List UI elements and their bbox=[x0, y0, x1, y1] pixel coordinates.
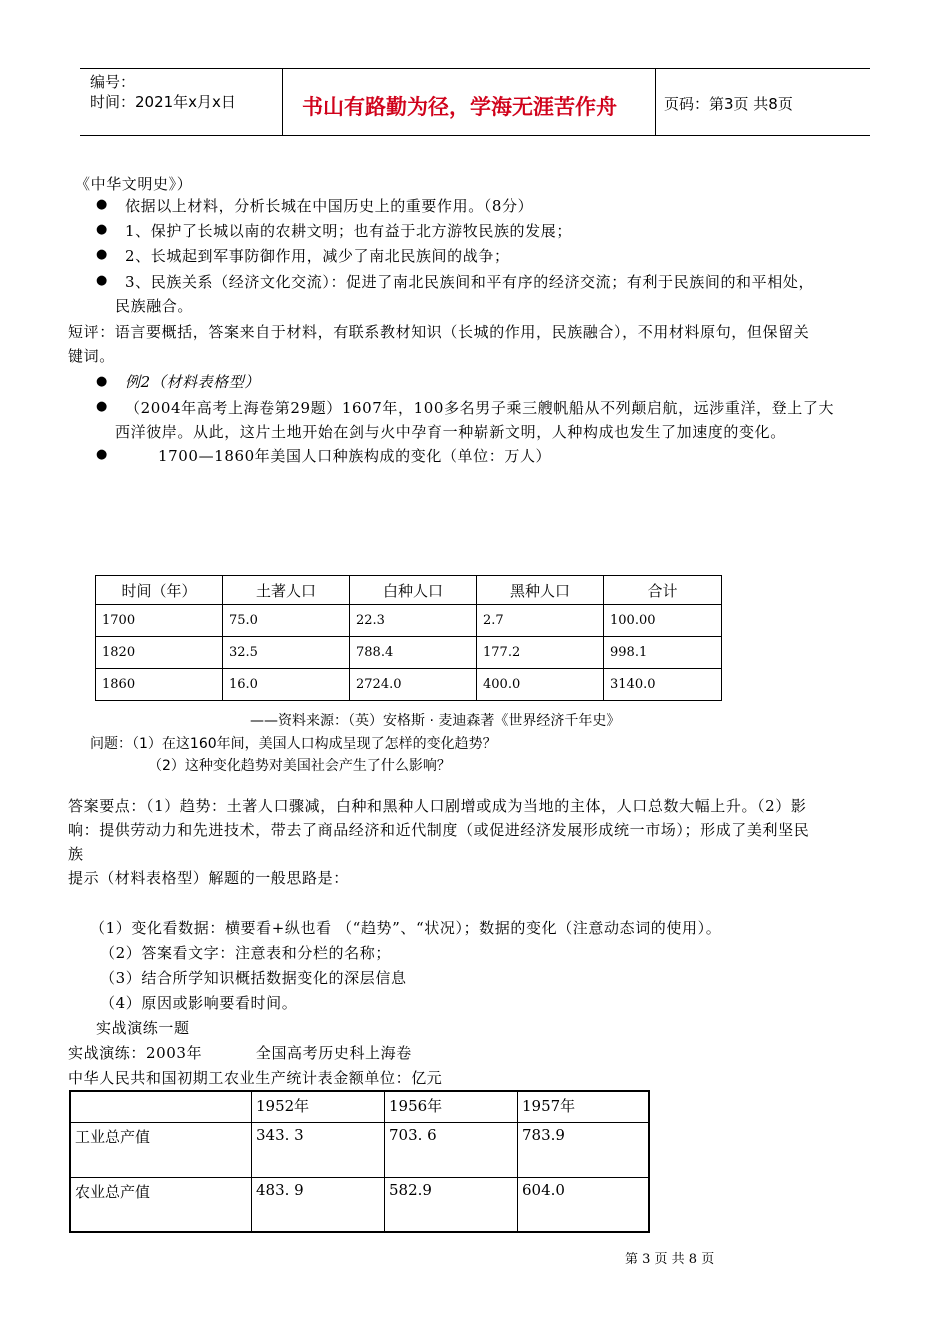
table-cell: 1820 bbox=[96, 637, 223, 669]
header-page-label: 页码：第3页 共8页 bbox=[664, 95, 793, 113]
table-source: ——资料来源：（英）安格斯 · 麦迪森著《世界经济千年史》 bbox=[250, 713, 621, 729]
answer-line: 答案要点：（1）趋势：土著人口骤减，白种和黑种人口剧增或成为当地的主体，人口总数大幅上升。（2）影 bbox=[68, 797, 807, 815]
table-header-cell bbox=[70, 1091, 252, 1122]
header-number-label: 编号： bbox=[90, 73, 136, 91]
header-time-label: 时间：2021年x月x日 bbox=[90, 93, 236, 111]
bullet-icon: ● bbox=[96, 247, 108, 262]
bullet-icon: ● bbox=[96, 374, 108, 389]
page-footer: 第 3 页 共 8 页 bbox=[625, 1252, 715, 1267]
table-header-cell: 1952年 bbox=[252, 1091, 385, 1122]
source-close: 《中华文明史》） bbox=[75, 175, 193, 193]
table-cell: 703. 6 bbox=[385, 1122, 518, 1177]
table-cell: 农业总产值 bbox=[70, 1177, 252, 1232]
table-header-cell: 合计 bbox=[604, 576, 722, 605]
hint-item: （4）原因或影响要看时间。 bbox=[100, 994, 298, 1012]
table-cell: 483. 9 bbox=[252, 1177, 385, 1232]
table-cell: 3140.0 bbox=[604, 669, 722, 701]
table-cell: 22.3 bbox=[350, 605, 477, 637]
table-cell: 400.0 bbox=[477, 669, 604, 701]
table-cell: 2724.0 bbox=[350, 669, 477, 701]
table-header-cell: 1957年 bbox=[518, 1091, 650, 1122]
hint-title: 提示（材料表格型）解题的一般思路是： bbox=[68, 869, 349, 887]
table-row bbox=[70, 1122, 649, 1177]
table-cell: 177.2 bbox=[477, 637, 604, 669]
practice-title: 实战演练一题 bbox=[96, 1019, 190, 1037]
table-header-cell: 时间（年） bbox=[96, 576, 223, 605]
table-header-row bbox=[70, 1091, 649, 1122]
table-title: 1700—1860年美国人口种族构成的变化（单位：万人） bbox=[158, 447, 552, 465]
table-row bbox=[70, 1177, 649, 1232]
list-item: 2、长城起到军事防御作用，减少了南北民族间的战争； bbox=[125, 247, 510, 265]
bullet-icon: ● bbox=[96, 222, 108, 237]
question-1: 问题：（1）在这160年间，美国人口构成呈现了怎样的变化趋势？ bbox=[90, 736, 497, 752]
table-row bbox=[96, 605, 722, 637]
example-label: 例2（材料表格型） bbox=[125, 373, 260, 391]
table-cell: 16.0 bbox=[223, 669, 350, 701]
table-cell: 783.9 bbox=[518, 1122, 650, 1177]
list-item: 1、保护了长城以南的农耕文明；也有益于北方游牧民族的发展； bbox=[125, 222, 572, 240]
header-bottom-rule bbox=[80, 135, 870, 136]
header-divider bbox=[282, 68, 283, 135]
table-cell: 工业总产值 bbox=[70, 1122, 252, 1177]
table2-title: 中华人民共和国初期工农业生产统计表金额单位：亿元 bbox=[68, 1069, 443, 1087]
table-cell: 1700 bbox=[96, 605, 223, 637]
paragraph-line: （2004年高考上海卷第29题）1607年，100多名男子乘三艘帆船从不列颠启航，远涉重洋，登上了大 bbox=[125, 399, 835, 417]
bullet-icon: ● bbox=[96, 273, 108, 288]
table-row bbox=[96, 669, 722, 701]
bullet-icon: ● bbox=[96, 447, 108, 462]
table-cell: 582.9 bbox=[385, 1177, 518, 1232]
list-item: 3、民族关系（经济文化交流）：促进了南北民族间和平有序的经济交流；有利于民族间的和平相处， bbox=[125, 273, 815, 291]
table-cell: 100.00 bbox=[604, 605, 722, 637]
paragraph-line: 西洋彼岸。从此，这片土地开始在剑与火中孕育一种崭新文明，人种构成也发生了加速度的变化。 bbox=[115, 423, 786, 441]
table-cell: 343. 3 bbox=[252, 1122, 385, 1177]
header-divider bbox=[655, 68, 656, 135]
list-item-continued: 民族融合。 bbox=[115, 297, 194, 315]
table-header-row bbox=[96, 576, 722, 605]
header-top-rule bbox=[80, 68, 870, 69]
table-cell: 32.5 bbox=[223, 637, 350, 669]
hint-item: （1）变化看数据：横要看+纵也看 （“趋势”、“状况）；数据的变化（注意动态词的使用）。 bbox=[90, 919, 722, 937]
comment-line: 短评：语言要概括，答案来自于材料，有联系教材知识（长城的作用，民族融合），不用材料原句，但保留关 bbox=[68, 323, 810, 341]
production-table bbox=[69, 1090, 650, 1233]
table-cell: 788.4 bbox=[350, 637, 477, 669]
bullet-icon: ● bbox=[96, 399, 108, 414]
answer-line: 响：提供劳动力和先进技术，带去了商品经济和近代制度（或促进经济发展形成统一市场）；形成了美利坚民 bbox=[68, 821, 810, 839]
practice-source: 实战演练：2003年 全国高考历史科上海卷 bbox=[68, 1044, 412, 1062]
table-cell: 604.0 bbox=[518, 1177, 650, 1232]
population-table bbox=[95, 575, 722, 701]
header-motto: 书山有路勤为径，学海无涯苦作舟 bbox=[302, 95, 617, 119]
table-cell: 1860 bbox=[96, 669, 223, 701]
bullet-icon: ● bbox=[96, 197, 108, 212]
hint-item: （3）结合所学知识概括数据变化的深层信息 bbox=[100, 969, 407, 987]
table-header-cell: 1956年 bbox=[385, 1091, 518, 1122]
table-header-cell: 黑种人口 bbox=[477, 576, 604, 605]
table-cell: 998.1 bbox=[604, 637, 722, 669]
table-cell: 2.7 bbox=[477, 605, 604, 637]
table-header-cell: 白种人口 bbox=[350, 576, 477, 605]
answer-line: 族 bbox=[68, 845, 84, 863]
hint-item: （2）答案看文字：注意表和分栏的名称； bbox=[100, 944, 391, 962]
question-2: （2）这种变化趋势对美国社会产生了什么影响？ bbox=[148, 758, 451, 774]
comment-line: 键词。 bbox=[68, 347, 115, 365]
table-cell: 75.0 bbox=[223, 605, 350, 637]
table-header-cell: 土著人口 bbox=[223, 576, 350, 605]
list-item: 依据以上材料，分析长城在中国历史上的重要作用。（8分） bbox=[125, 197, 534, 215]
table-row bbox=[96, 637, 722, 669]
